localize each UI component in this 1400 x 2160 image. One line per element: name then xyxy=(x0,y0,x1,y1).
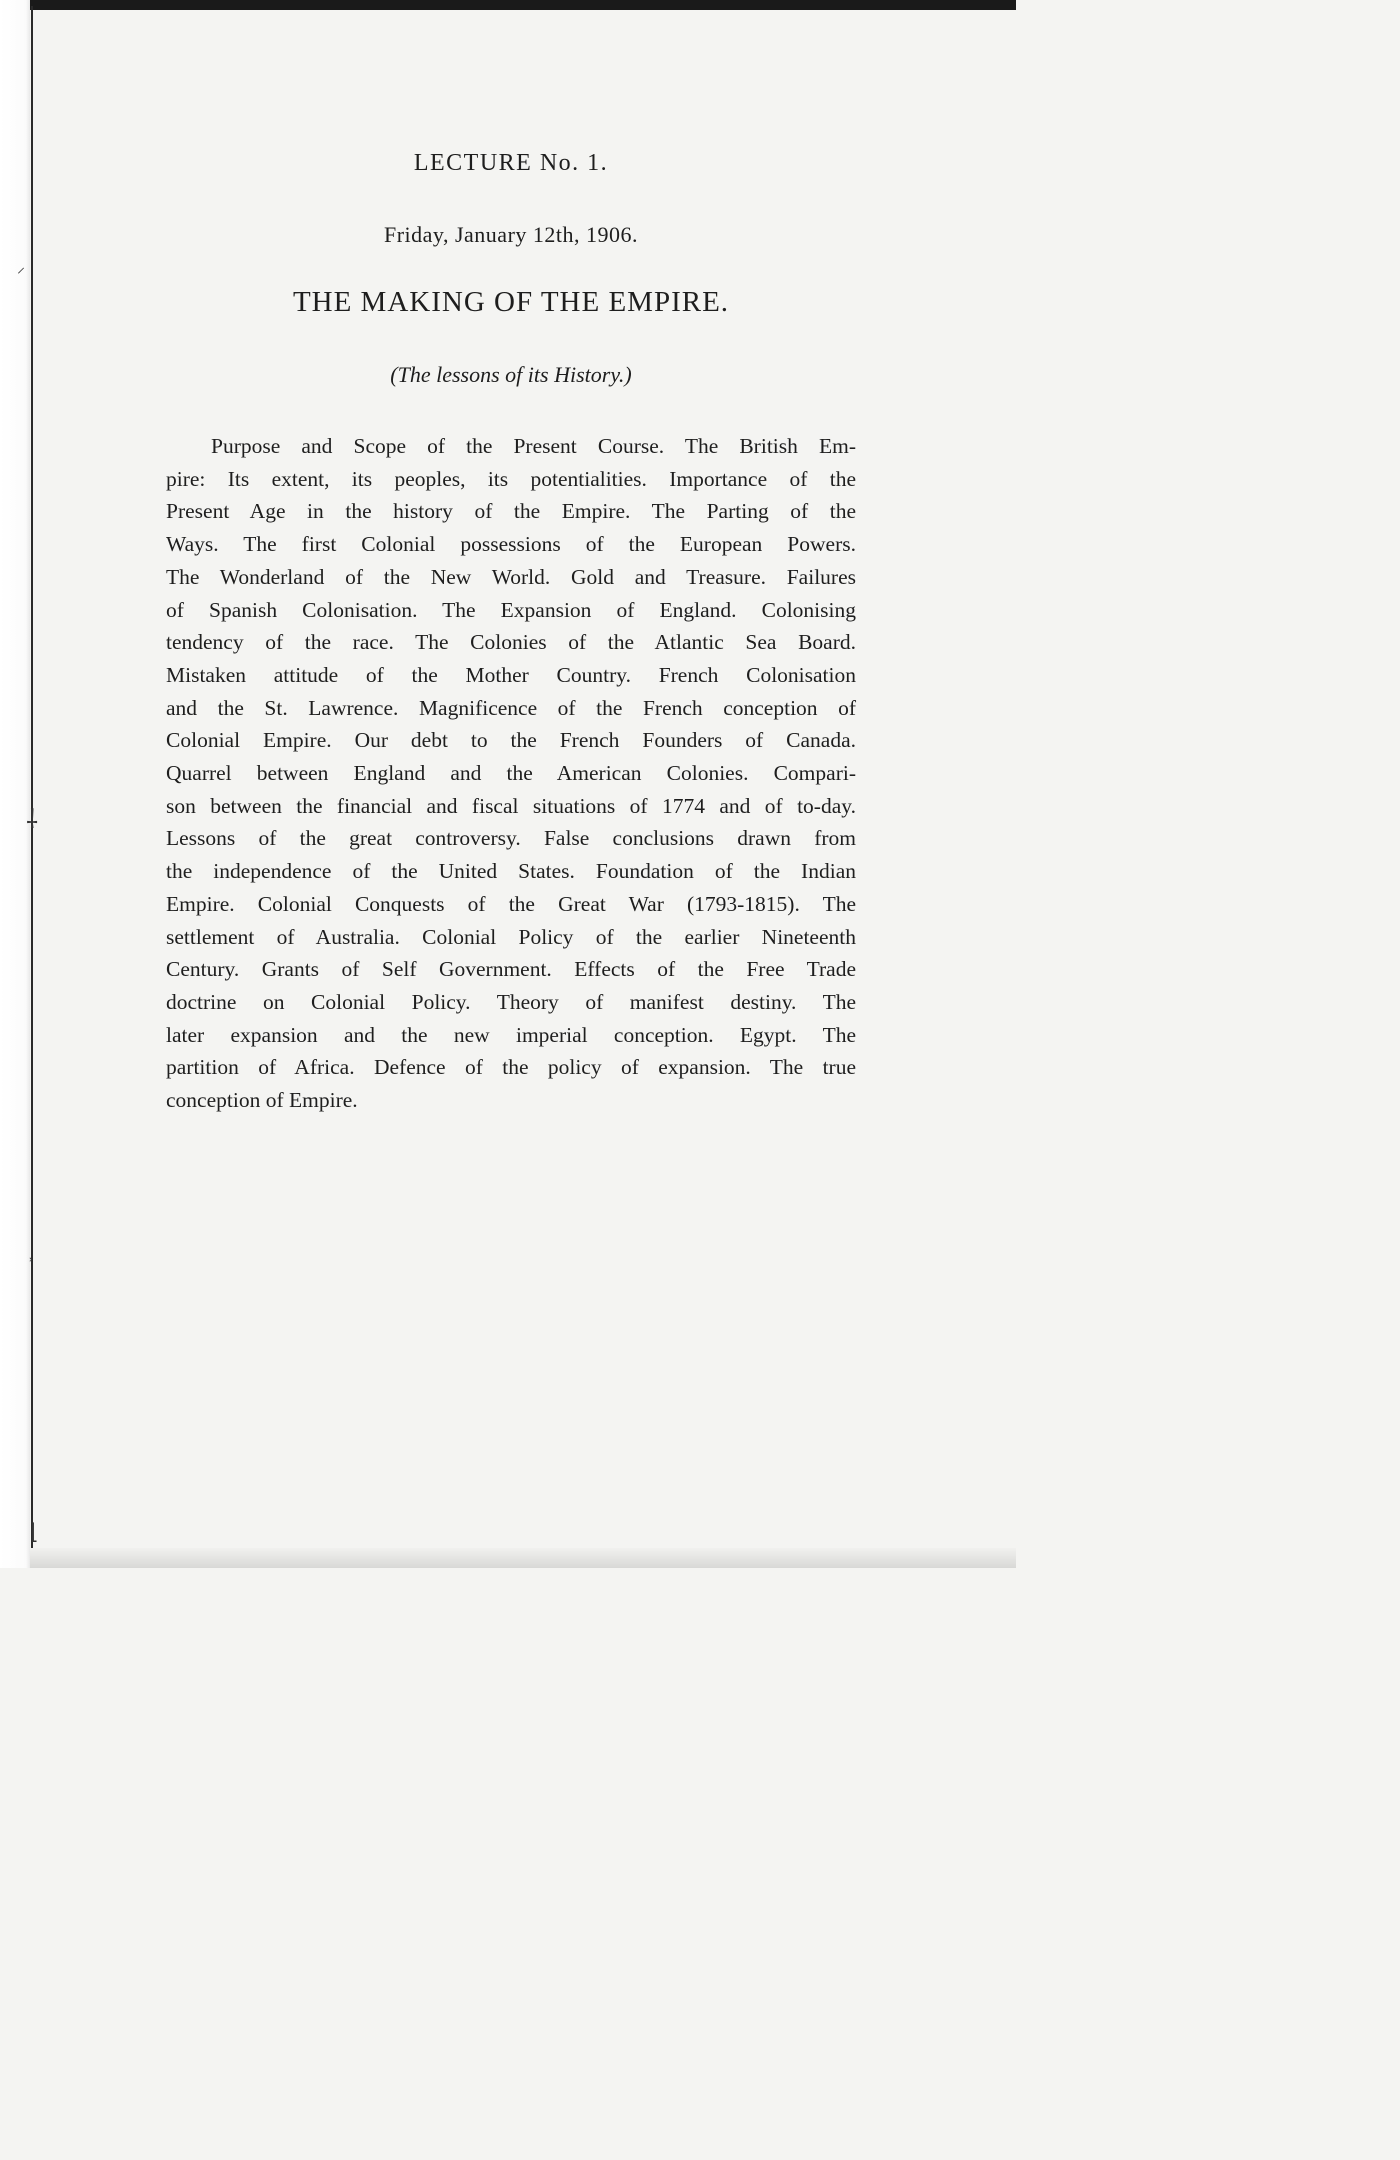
page-binding-margin xyxy=(0,0,30,1568)
margin-tick-mark: ˒ xyxy=(29,1253,34,1269)
margin-clip-mark: ⸸ xyxy=(26,805,39,835)
lecture-subtitle: (The lessons of its History.) xyxy=(390,362,632,387)
synopsis-line: later expansion and the new imperial conception. Egypt. The xyxy=(166,1022,856,1047)
synopsis-line: Present Age in the history of the Empire. The Parting of the xyxy=(166,499,856,524)
synopsis-line: the independence of the United States. Foundation of the Indian xyxy=(166,859,856,884)
synopsis-line: son between the financial and fiscal situations of 1774 and of to-day. xyxy=(166,793,856,818)
synopsis-line: Lessons of the great controversy. False conclusions drawn from xyxy=(166,826,856,851)
synopsis-line: The Wonderland of the New World. Gold and Treasure. Failures xyxy=(166,564,856,589)
synopsis-line: partition of Africa. Defence of the policy of expansion. The true xyxy=(166,1055,856,1080)
gutter-rule xyxy=(31,6,33,1551)
lecture-number: LECTURE No. 1. xyxy=(413,150,609,176)
page-top-edge xyxy=(0,0,1016,10)
page-bottom-edge xyxy=(30,1548,1016,1568)
lecture-title: THE MAKING OF THE EMPIRE. xyxy=(292,286,730,318)
synopsis-line: of Spanish Colonisation. The Expansion of England. Colonising xyxy=(166,597,856,622)
synopsis-line: Mistaken attitude of the Mother Country. French Colonisation xyxy=(166,662,856,687)
synopsis-line: doctrine on Colonial Policy. Theory of manifest destiny. The xyxy=(166,989,856,1014)
lecture-date: Friday, January 12th, 1906. xyxy=(383,222,639,247)
synopsis-line: settlement of Australia. Colonial Policy of the earlier Nineteenth xyxy=(166,924,856,949)
synopsis-line: and the St. Lawrence. Magnificence of the French conception of xyxy=(166,695,856,720)
synopsis-line: Ways. The first Colonial possessions of the European Powers. xyxy=(166,532,856,557)
synopsis-line: tendency of the race. The Colonies of the Atlantic Sea Board. xyxy=(166,630,856,655)
synopsis-line: Century. Grants of Self Government. Effects of the Free Trade xyxy=(166,957,856,982)
synopsis-line: pire: Its extent, its peoples, its potentialities. Importance of the xyxy=(166,466,856,491)
synopsis-line: Colonial Empire. Our debt to the French Founders of Canada. xyxy=(166,728,856,753)
synopsis-line: Empire. Colonial Conquests of the Great War (1793-1815). The xyxy=(166,891,856,916)
synopsis-line: Quarrel between England and the American Colonies. Compari- xyxy=(166,761,856,786)
synopsis-line: Purpose and Scope of the Present Course. The British Em- xyxy=(211,434,856,458)
margin-binding-mark: ⌊ xyxy=(30,1520,39,1545)
margin-tick-mark: ⸍ xyxy=(17,264,26,283)
lecture-synopsis xyxy=(166,430,856,1117)
synopsis-line: conception of Empire. xyxy=(166,1088,358,1113)
